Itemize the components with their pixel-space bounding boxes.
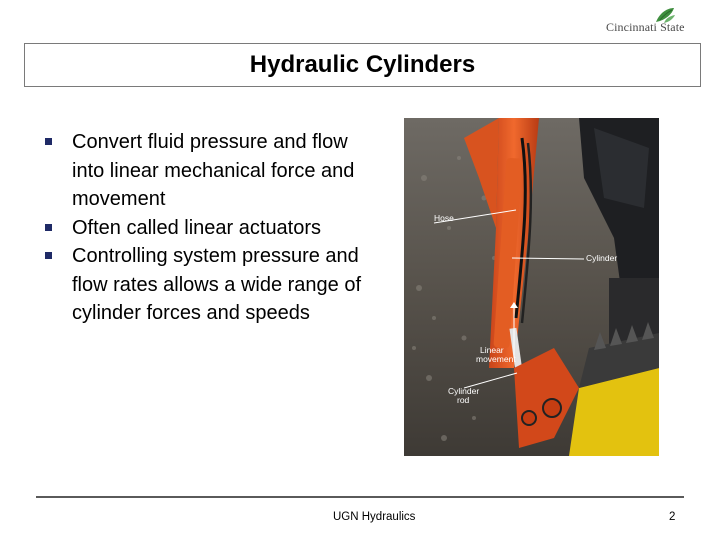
bullet-list <box>42 128 382 328</box>
bullet-item <box>42 214 382 243</box>
bullet-item <box>42 128 382 214</box>
movement-label: movement <box>476 354 516 364</box>
bullet-text: Controlling system pressure and flow rates allows a wide range of cylinder forces and speeds <box>72 245 362 324</box>
bullet-text: Often called linear actuators <box>72 216 322 239</box>
linear-label: Linear <box>480 345 504 355</box>
logo-text: Cincinnati State <box>606 20 685 34</box>
excavator-photo <box>404 118 659 456</box>
cincinnati-state-logo <box>600 6 696 40</box>
title-box <box>24 43 701 87</box>
square-bullet-icon <box>45 138 52 145</box>
excavator-illustration <box>404 118 659 456</box>
slide-title: Hydraulic Cylinders <box>249 51 476 78</box>
hose-label: Hose <box>434 213 454 223</box>
cylinder-rod-label-1: Cylinder <box>448 386 480 396</box>
footer-title: UGN Hydraulics <box>333 511 416 523</box>
square-bullet-icon <box>45 252 52 259</box>
footer-divider <box>36 496 684 498</box>
cylinder-rod-label-2: rod <box>457 395 470 405</box>
bullet-text: Convert fluid pressure and flow into linear mechanical force and movement <box>72 131 355 210</box>
square-bullet-icon <box>45 224 52 231</box>
bullet-item <box>42 242 382 328</box>
page-number: 2 <box>669 511 676 523</box>
cylinder-label: Cylinder <box>586 253 618 263</box>
